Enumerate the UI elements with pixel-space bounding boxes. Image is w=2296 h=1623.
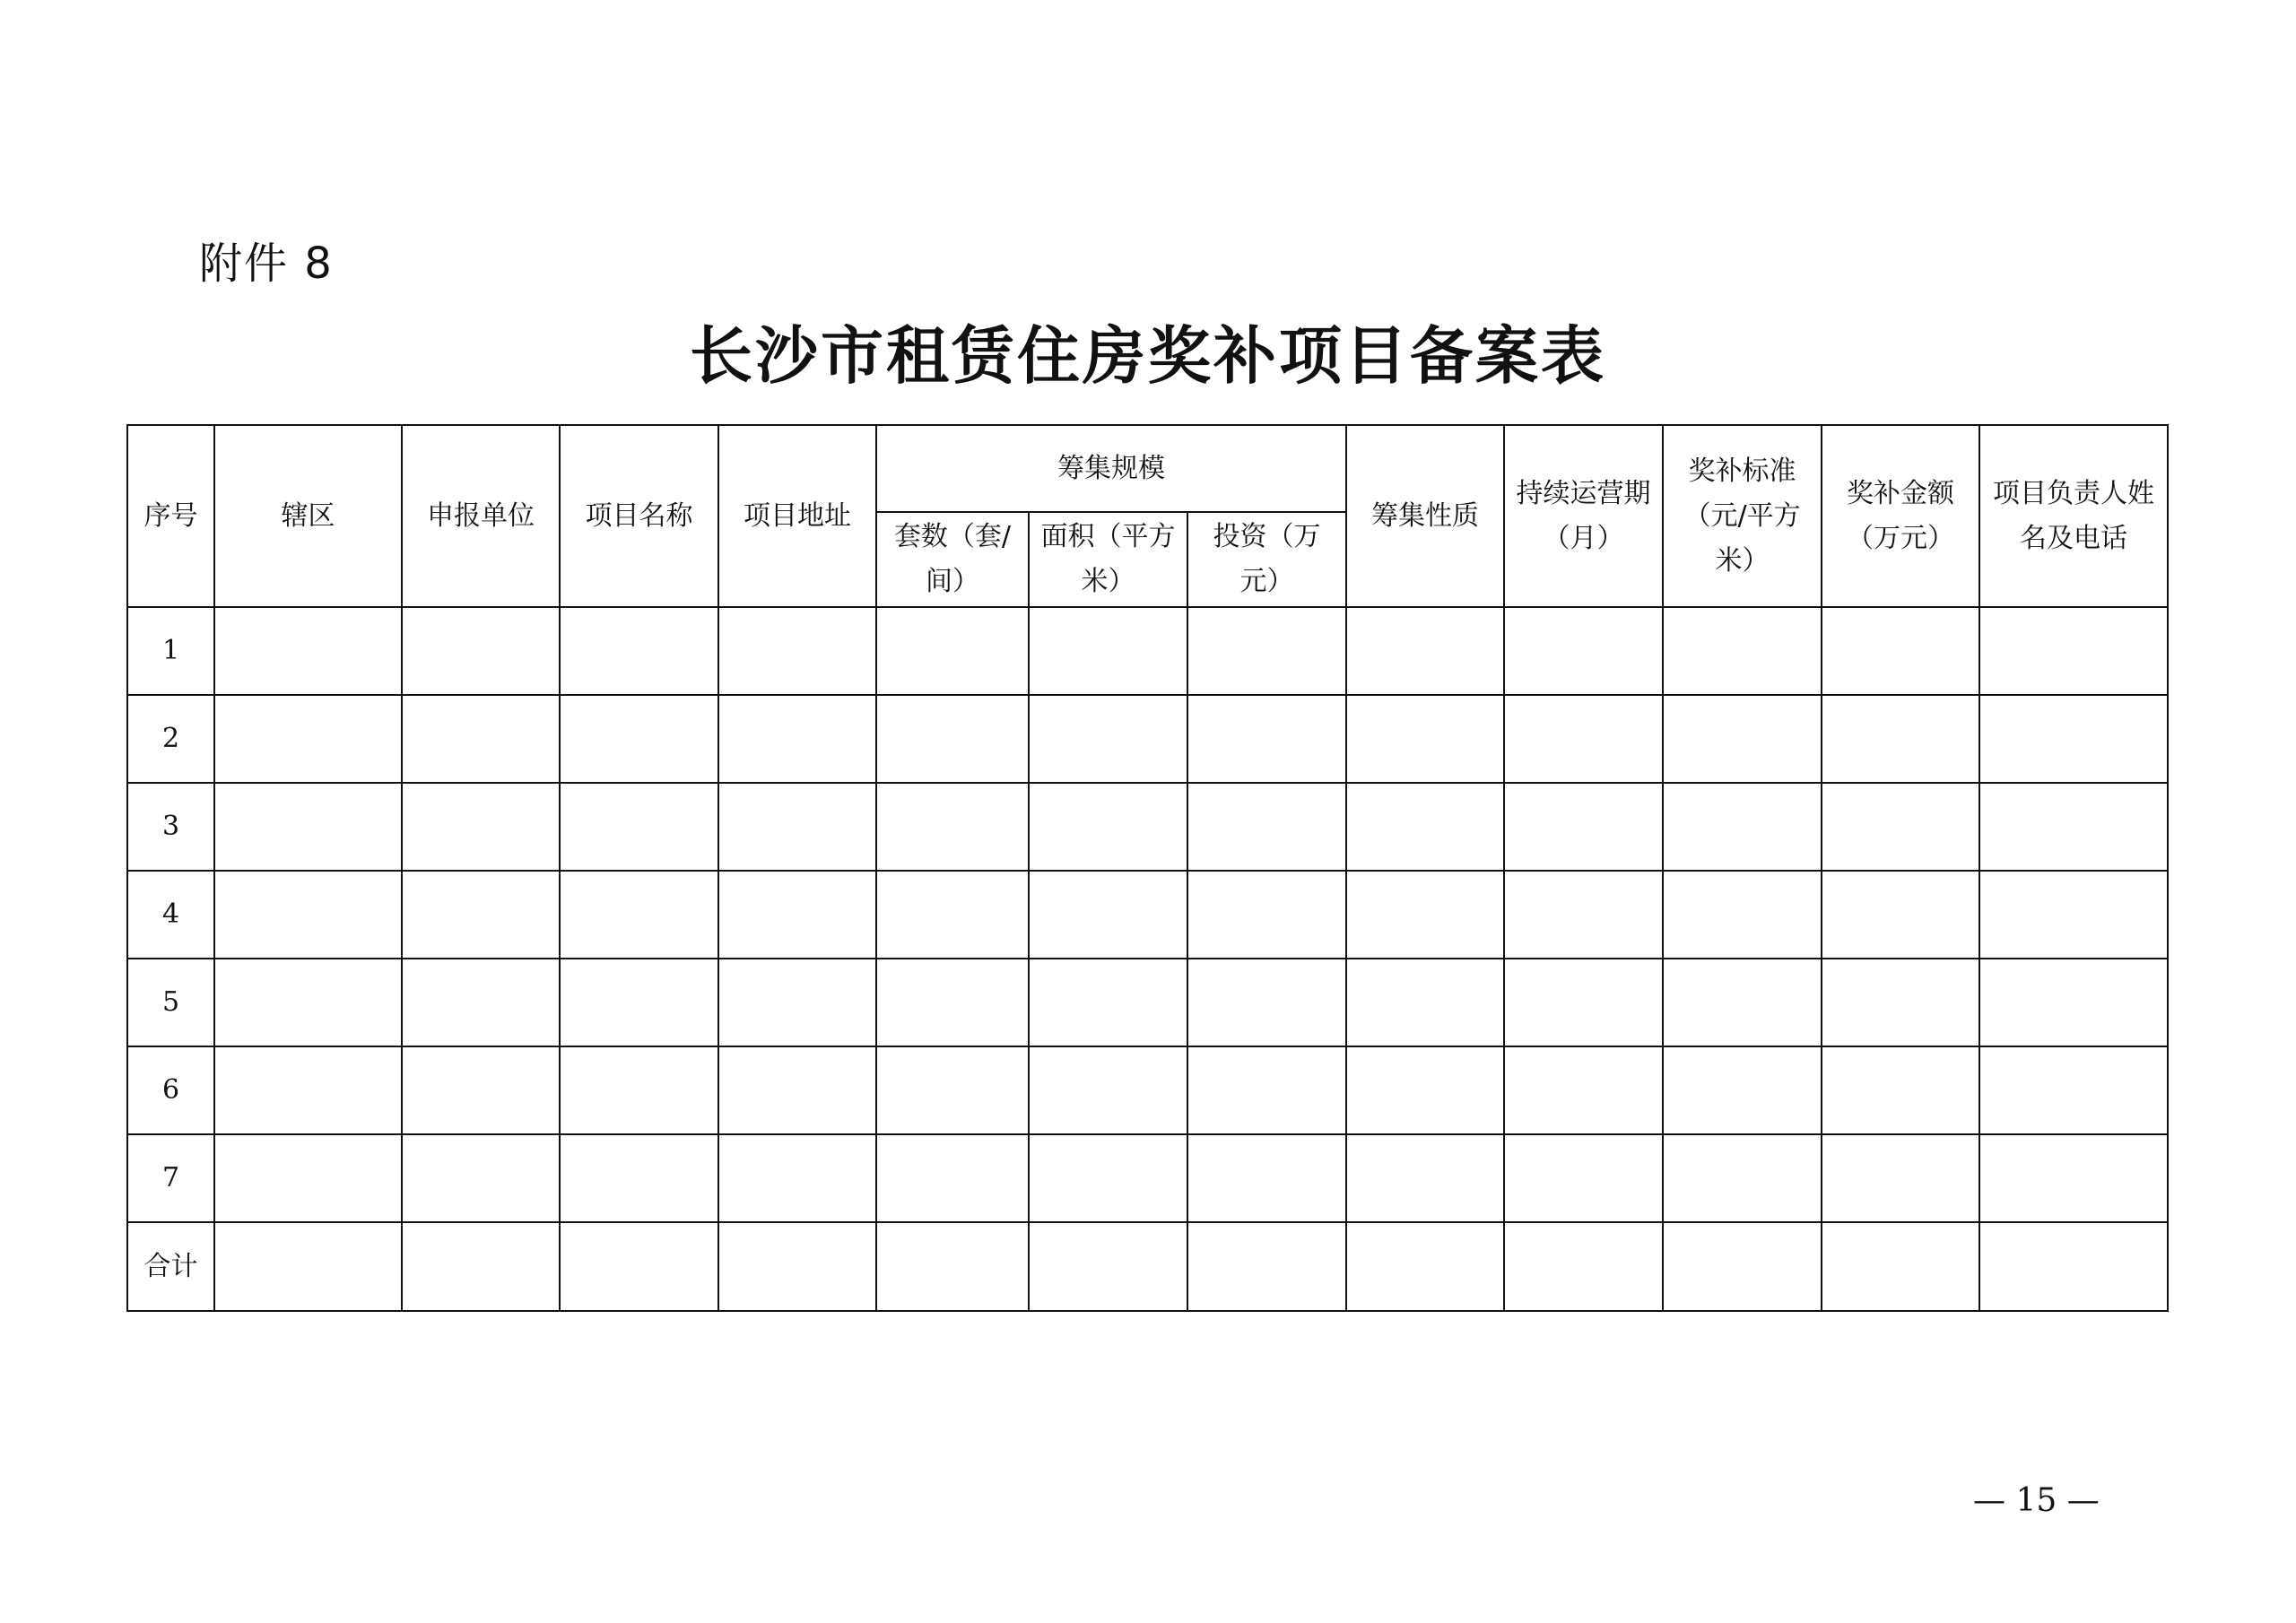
table-cell[interactable] bbox=[718, 1046, 876, 1134]
table-cell[interactable] bbox=[560, 607, 718, 695]
table-cell[interactable] bbox=[1663, 1222, 1822, 1311]
table-cell[interactable] bbox=[402, 1134, 560, 1222]
table-cell[interactable] bbox=[1504, 695, 1663, 783]
table-cell[interactable] bbox=[1187, 871, 1346, 959]
table-cell[interactable] bbox=[1663, 1046, 1822, 1134]
table-cell[interactable] bbox=[718, 607, 876, 695]
table-cell[interactable] bbox=[214, 871, 402, 959]
table-cell[interactable] bbox=[1822, 959, 1979, 1046]
header-row-top bbox=[127, 425, 2168, 512]
table-cell[interactable] bbox=[1663, 695, 1822, 783]
header-contact: 项目负责人姓名及电话 bbox=[1979, 425, 2168, 607]
table-row bbox=[127, 1134, 2168, 1222]
table-cell[interactable] bbox=[1979, 1046, 2168, 1134]
row-seq: 1 bbox=[127, 607, 214, 695]
table-cell[interactable] bbox=[1822, 607, 1979, 695]
table-row bbox=[127, 607, 2168, 695]
table-cell[interactable] bbox=[1979, 783, 2168, 871]
table-cell[interactable] bbox=[1822, 871, 1979, 959]
table-cell[interactable] bbox=[214, 695, 402, 783]
table-cell[interactable] bbox=[876, 871, 1029, 959]
table-cell[interactable] bbox=[1663, 959, 1822, 1046]
table-cell[interactable] bbox=[1346, 1046, 1504, 1134]
table-row bbox=[127, 695, 2168, 783]
header-project-name: 项目名称 bbox=[560, 425, 718, 607]
header-project-address: 项目地址 bbox=[718, 425, 876, 607]
row-seq: 3 bbox=[127, 783, 214, 871]
table-cell[interactable] bbox=[1822, 783, 1979, 871]
table-cell[interactable] bbox=[402, 1046, 560, 1134]
row-seq: 6 bbox=[127, 1046, 214, 1134]
header-sets: 套数（套/间） bbox=[876, 512, 1029, 607]
header-investment: 投资（万元） bbox=[1187, 512, 1346, 607]
table-cell[interactable] bbox=[1663, 1134, 1822, 1222]
table-cell[interactable] bbox=[402, 695, 560, 783]
header-scale-group: 筹集规模 bbox=[876, 425, 1346, 512]
row-seq: 4 bbox=[127, 871, 214, 959]
table-row bbox=[127, 959, 2168, 1046]
table-cell[interactable] bbox=[1663, 871, 1822, 959]
table-cell[interactable] bbox=[1346, 1222, 1504, 1311]
header-nature: 筹集性质 bbox=[1346, 425, 1504, 607]
table-cell[interactable] bbox=[1029, 871, 1187, 959]
table-cell[interactable] bbox=[560, 1134, 718, 1222]
table-cell[interactable] bbox=[1029, 607, 1187, 695]
row-seq: 5 bbox=[127, 959, 214, 1046]
table-cell[interactable] bbox=[876, 783, 1029, 871]
table-cell[interactable] bbox=[1979, 871, 2168, 959]
row-seq: 2 bbox=[127, 695, 214, 783]
table-cell[interactable] bbox=[1979, 607, 2168, 695]
header-standard: 奖补标准（元/平方米） bbox=[1663, 425, 1822, 607]
table-cell[interactable] bbox=[1187, 783, 1346, 871]
table-cell[interactable] bbox=[560, 871, 718, 959]
table-cell[interactable] bbox=[1346, 783, 1504, 871]
table-cell[interactable] bbox=[1663, 783, 1822, 871]
table-cell[interactable] bbox=[1029, 695, 1187, 783]
row-seq: 7 bbox=[127, 1134, 214, 1222]
table-row bbox=[127, 1046, 2168, 1134]
table-cell[interactable] bbox=[1187, 695, 1346, 783]
table-cell[interactable] bbox=[876, 1134, 1029, 1222]
attachment-label: 附件 8 bbox=[199, 239, 334, 289]
table-cell[interactable] bbox=[1029, 1134, 1187, 1222]
page-number: — 15 — bbox=[1973, 1482, 2100, 1519]
table-cell[interactable] bbox=[214, 1222, 402, 1311]
table-cell[interactable] bbox=[1029, 1046, 1187, 1134]
table-cell[interactable] bbox=[718, 695, 876, 783]
table-cell[interactable] bbox=[1979, 1222, 2168, 1311]
table-cell[interactable] bbox=[214, 607, 402, 695]
table-cell[interactable] bbox=[1822, 695, 1979, 783]
table-cell[interactable] bbox=[1346, 695, 1504, 783]
table-cell[interactable] bbox=[1187, 1222, 1346, 1311]
table-cell[interactable] bbox=[560, 959, 718, 1046]
table-cell[interactable] bbox=[214, 959, 402, 1046]
table-cell[interactable] bbox=[1187, 959, 1346, 1046]
table-cell[interactable] bbox=[1187, 607, 1346, 695]
table-cell[interactable] bbox=[876, 1222, 1029, 1311]
table-cell[interactable] bbox=[1029, 783, 1187, 871]
total-label: 合计 bbox=[127, 1222, 214, 1311]
table-cell[interactable] bbox=[1346, 871, 1504, 959]
table-cell[interactable] bbox=[718, 871, 876, 959]
table-cell[interactable] bbox=[402, 871, 560, 959]
table-cell[interactable] bbox=[1663, 607, 1822, 695]
table-cell[interactable] bbox=[1187, 1046, 1346, 1134]
table-cell[interactable] bbox=[1979, 695, 2168, 783]
table-cell[interactable] bbox=[718, 959, 876, 1046]
header-applicant: 申报单位 bbox=[402, 425, 560, 607]
table-cell[interactable] bbox=[402, 783, 560, 871]
table-cell[interactable] bbox=[1346, 607, 1504, 695]
table-cell[interactable] bbox=[1822, 1134, 1979, 1222]
table-cell[interactable] bbox=[1979, 1134, 2168, 1222]
table-cell[interactable] bbox=[214, 783, 402, 871]
table-cell[interactable] bbox=[1504, 871, 1663, 959]
total-row bbox=[127, 1222, 2168, 1311]
table-cell[interactable] bbox=[560, 1222, 718, 1311]
table-cell[interactable] bbox=[1346, 959, 1504, 1046]
table-cell[interactable] bbox=[876, 1046, 1029, 1134]
table-cell[interactable] bbox=[402, 959, 560, 1046]
table-cell[interactable] bbox=[560, 695, 718, 783]
table-cell[interactable] bbox=[718, 1134, 876, 1222]
table-row bbox=[127, 783, 2168, 871]
table-cell[interactable] bbox=[1346, 1134, 1504, 1222]
table-cell[interactable] bbox=[1822, 1046, 1979, 1134]
table-cell[interactable] bbox=[876, 695, 1029, 783]
table-cell[interactable] bbox=[1029, 959, 1187, 1046]
table-cell[interactable] bbox=[1504, 783, 1663, 871]
document-title: 长沙市租赁住房奖补项目备案表 bbox=[690, 318, 1606, 393]
table-cell[interactable] bbox=[560, 783, 718, 871]
table-cell[interactable] bbox=[1979, 959, 2168, 1046]
header-duration: 持续运营期（月） bbox=[1504, 425, 1663, 607]
table-row bbox=[127, 871, 2168, 959]
table-cell[interactable] bbox=[1822, 1222, 1979, 1311]
table-cell[interactable] bbox=[876, 607, 1029, 695]
table-cell[interactable] bbox=[1504, 959, 1663, 1046]
table-cell[interactable] bbox=[214, 1134, 402, 1222]
table-cell[interactable] bbox=[1504, 1046, 1663, 1134]
header-amount: 奖补金额（万元） bbox=[1822, 425, 1979, 607]
table-cell[interactable] bbox=[1504, 607, 1663, 695]
table-cell[interactable] bbox=[1504, 1222, 1663, 1311]
table-cell[interactable] bbox=[560, 1046, 718, 1134]
table-cell[interactable] bbox=[1504, 1134, 1663, 1222]
header-area: 面积（平方米） bbox=[1029, 512, 1187, 607]
table-cell[interactable] bbox=[214, 1046, 402, 1134]
header-seq: 序号 bbox=[127, 425, 214, 607]
header-district: 辖区 bbox=[214, 425, 402, 607]
table-cell[interactable] bbox=[1029, 1222, 1187, 1311]
project-record-table bbox=[126, 424, 2169, 1312]
table-cell[interactable] bbox=[402, 1222, 560, 1311]
table-cell[interactable] bbox=[718, 1222, 876, 1311]
table-cell[interactable] bbox=[1187, 1134, 1346, 1222]
table-cell[interactable] bbox=[876, 959, 1029, 1046]
table-cell[interactable] bbox=[402, 607, 560, 695]
table-cell[interactable] bbox=[718, 783, 876, 871]
